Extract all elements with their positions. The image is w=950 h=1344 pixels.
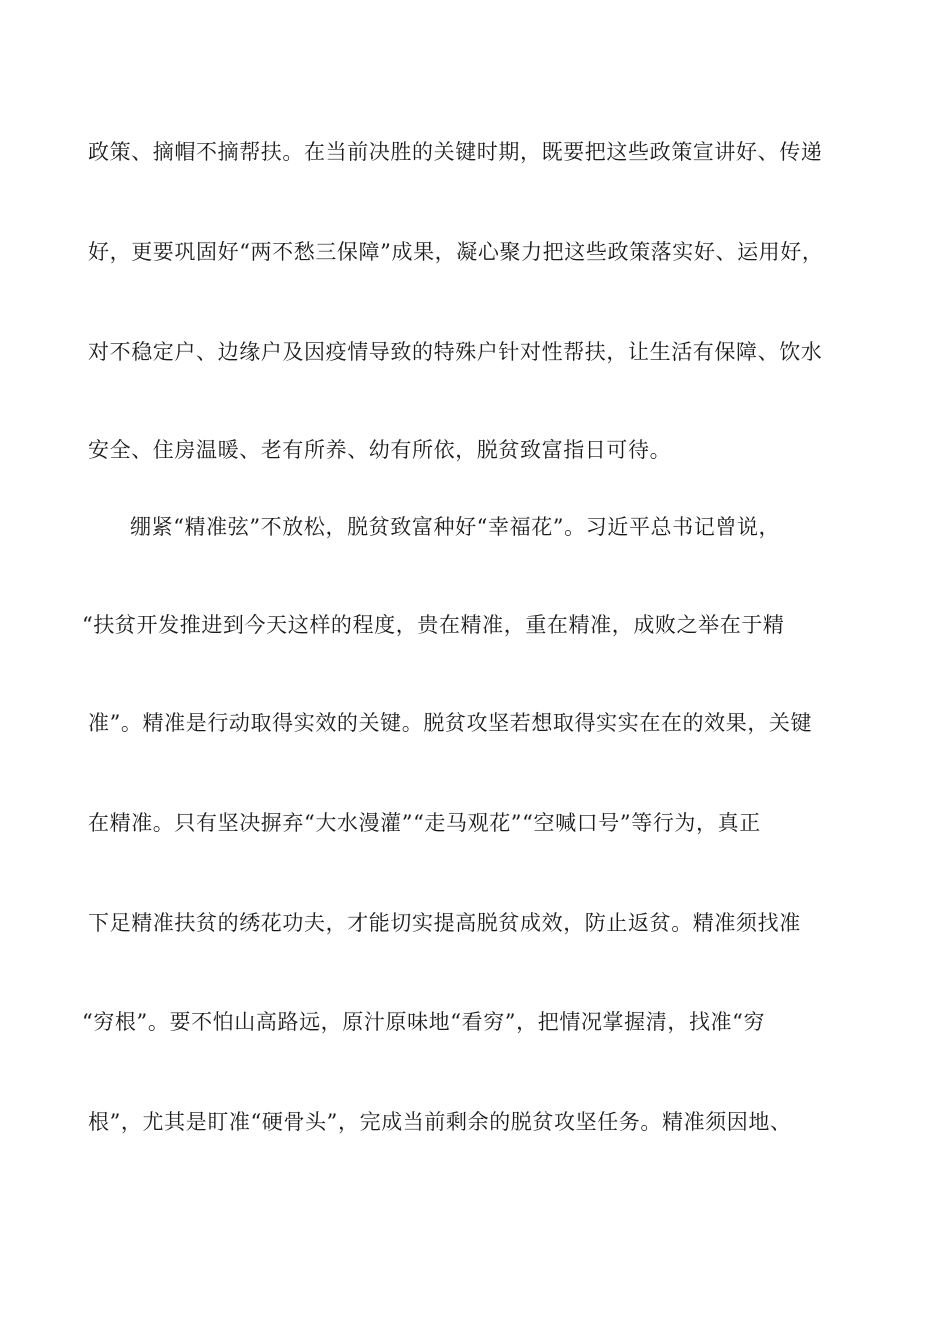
text-line: “扶贫开发推进到今天这样的程度，贵在精准，重在精准，成败之举在于精	[82, 613, 785, 637]
paragraph-first-line: 绷紧“精准弦”不放松，脱贫致富种好“幸福花”。习近平总书记曾说，	[130, 515, 781, 539]
text-line: 下足精准扶贫的绣花功夫，才能切实提高脱贫成效，防止返贫。精准须找准	[88, 911, 801, 935]
text-line: 对不稳定户、边缘户及因疫情导致的特殊户针对性帮扶，让生活有保障、饮水	[88, 340, 823, 364]
text-line: “穷根”。要不怕山高路远，原汁原味地“看穷”，把情况掌握清，找准“穷	[82, 1010, 766, 1034]
text-line: 政策、摘帽不摘帮扶。在当前决胜的关键时期，既要把这些政策宣讲好、传递	[88, 140, 823, 164]
text-line: 根”，尤其是盯准“硬骨头”，完成当前剩余的脱贫攻坚任务。精准须因地、	[88, 1110, 792, 1134]
text-line: 安全、住房温暖、老有所养、幼有所依，脱贫致富指日可待。	[88, 438, 672, 462]
text-line: 好，更要巩固好“两不愁三保障”成果，凝心聚力把这些政策落实好、运用好，	[88, 240, 824, 264]
text-line: 准”。精准是行动取得实效的关键。脱贫攻坚若想取得实实在在的效果，关键	[88, 711, 813, 735]
text-line: 在精准。只有坚决摒弃“大水漫灌”“走马观花”“空喊口号”等行为，真正	[88, 811, 761, 835]
